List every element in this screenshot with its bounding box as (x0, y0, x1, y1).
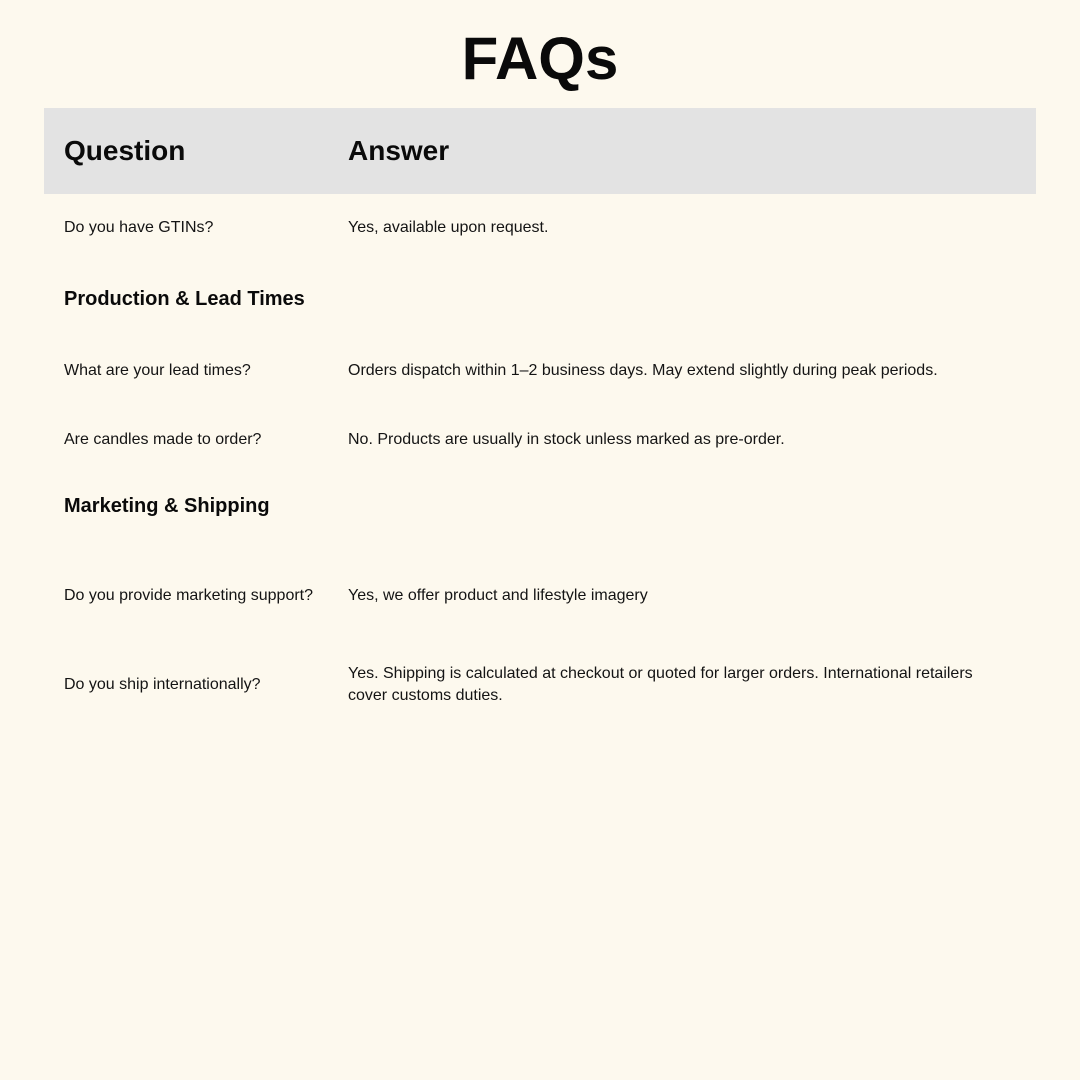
question-cell: Do you ship internationally? (64, 675, 261, 693)
question-cell: Do you have GTINs? (64, 219, 214, 236)
table-row (44, 404, 1036, 475)
section-heading: Marketing & Shipping (64, 495, 270, 517)
table-row (44, 653, 1036, 716)
question-cell: What are your lead times? (64, 361, 251, 379)
page-title: FAQs (461, 25, 619, 92)
table-header-row (44, 108, 1036, 194)
question-cell: Do you provide marketing support? (64, 586, 314, 604)
answer-column-header: Answer (348, 135, 450, 166)
answer-cell: Orders dispatch within 1–2 business days. May extend slightly during peak periods. (348, 361, 938, 379)
answer-cell: Yes, we offer product and lifestyle imagery (348, 586, 648, 604)
table-row (44, 337, 1036, 404)
answer-cell: No. Products are usually in stock unless marked as pre-order. (348, 430, 785, 448)
question-cell: Are candles made to order? (64, 430, 262, 448)
section-heading-row (44, 475, 1036, 538)
table-row (44, 538, 1036, 653)
answer-cell: Yes. Shipping is calculated at checkout or quoted for larger orders. International retailers cover customs duties. (348, 664, 973, 704)
section-heading: Production & Lead Times (64, 288, 305, 310)
answer-cell: Yes, available upon request. (348, 219, 549, 236)
table-row (44, 194, 1036, 262)
faq-table (44, 108, 1036, 716)
section-heading-row (44, 262, 1036, 337)
question-column-header: Question (64, 135, 186, 166)
